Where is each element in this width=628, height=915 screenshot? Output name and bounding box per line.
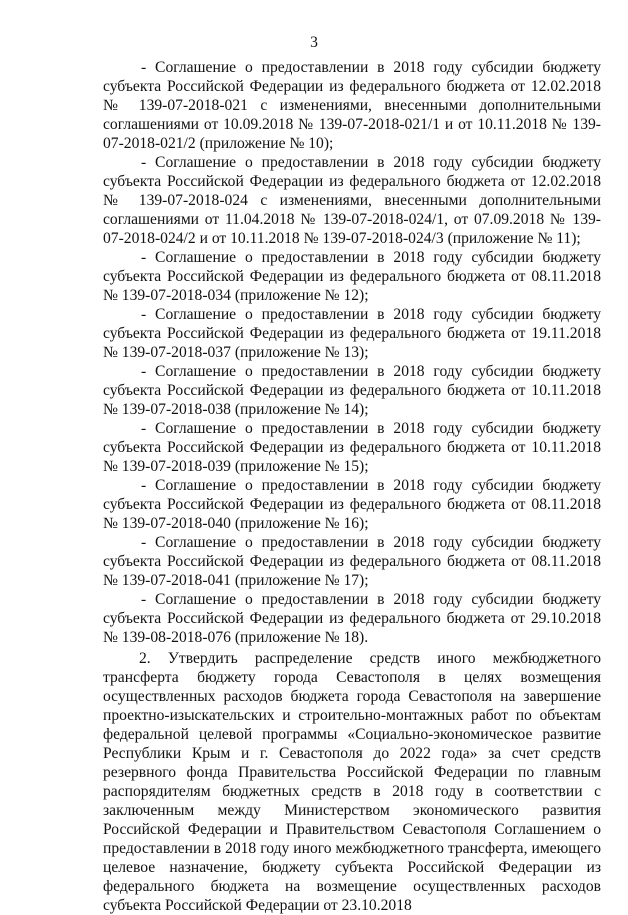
agreement-item-14: - Соглашение о предоставлении в 2018 году субсидии бюджету субъекта Российской Федерации из федерального бюджета от 10.11.2018 № 139-07-2018-038 (приложение № 14); — [103, 363, 601, 418]
agreement-item-11: - Соглашение о предоставлении в 2018 году субсидии бюджету субъекта Российской Федерации из федерального бюджета от 12.02.2018 № 139-07-2018-024 с изменениями, внесенными дополнительными соглашениями от 11.04.2018 № 139-07-2018-024/1, от 07.09.2018 № 139-07-2018-024/2 и от 10.11.2018 № 139-07-2018-024/3 (приложение № 11); — [103, 154, 601, 247]
page-number: 3 — [310, 34, 318, 51]
agreement-item-13: - Соглашение о предоставлении в 2018 году субсидии бюджету субъекта Российской Федерации из федерального бюджета от 19.11.2018 № 139-07-2018-037 (приложение № 13); — [103, 306, 601, 361]
agreement-item-18: - Соглашение о предоставлении в 2018 году субсидии бюджету субъекта Российской Федерации из федерального бюджета от 29.10.2018 № 139-08-2018-076 (приложение № 18). — [103, 591, 601, 646]
agreement-item-15: - Соглашение о предоставлении в 2018 году субсидии бюджету субъекта Российской Федерации из федерального бюджета от 10.11.2018 № 139-07-2018-039 (приложение № 15); — [103, 420, 601, 475]
agreement-item-12: - Соглашение о предоставлении в 2018 году субсидии бюджету субъекта Российской Федерации из федерального бюджета от 08.11.2018 № 139-07-2018-034 (приложение № 12); — [103, 249, 601, 304]
agreement-item-10: - Соглашение о предоставлении в 2018 году субсидии бюджету субъекта Российской Федерации из федерального бюджета от 12.02.2018 № 139-07-2018-021 с изменениями, внесенными дополнительными соглашениями от 10.09.2018 № 139-07-2018-021/1 и от 10.11.2018 № 139-07-2018-021/2 (приложение № 10); — [103, 59, 601, 152]
agreement-item-16: - Соглашение о предоставлении в 2018 году субсидии бюджету субъекта Российской Федерации из федерального бюджета от 08.11.2018 № 139-07-2018-040 (приложение № 16); — [103, 477, 601, 532]
document-body — [103, 58, 601, 915]
paragraph-2: 2. Утвердить распределение средств иного межбюджетного трансферта бюджету города Севастополя в целях возмещения осуществленных расходов бюджета города Севастополя на завершение проектно-изыскательских и строительно-монтажных работ по объектам федеральной целевой программы «Социально-экономическое развитие Республики Крым и г. Севастополя до 2022 года» за счет средств резервного фонда Правительства Российской Федерации по главным распорядителям бюджетных средств в 2018 году в соответствии с заключенным между Министерством экономического развития Российской Федерации и Правительством Севастополя Соглашением о предоставлении в 2018 году иного межбюджетного трансферта, имеющего целевое назначение, бюджету субъекта Российской Федерации из федерального бюджета на возмещение осуществленных расходов субъекта Российской Федерации от 23.10.2018 — [103, 650, 601, 914]
agreement-item-17: - Соглашение о предоставлении в 2018 году субсидии бюджету субъекта Российской Федерации из федерального бюджета от 08.11.2018 № 139-07-2018-041 (приложение № 17); — [103, 534, 601, 589]
